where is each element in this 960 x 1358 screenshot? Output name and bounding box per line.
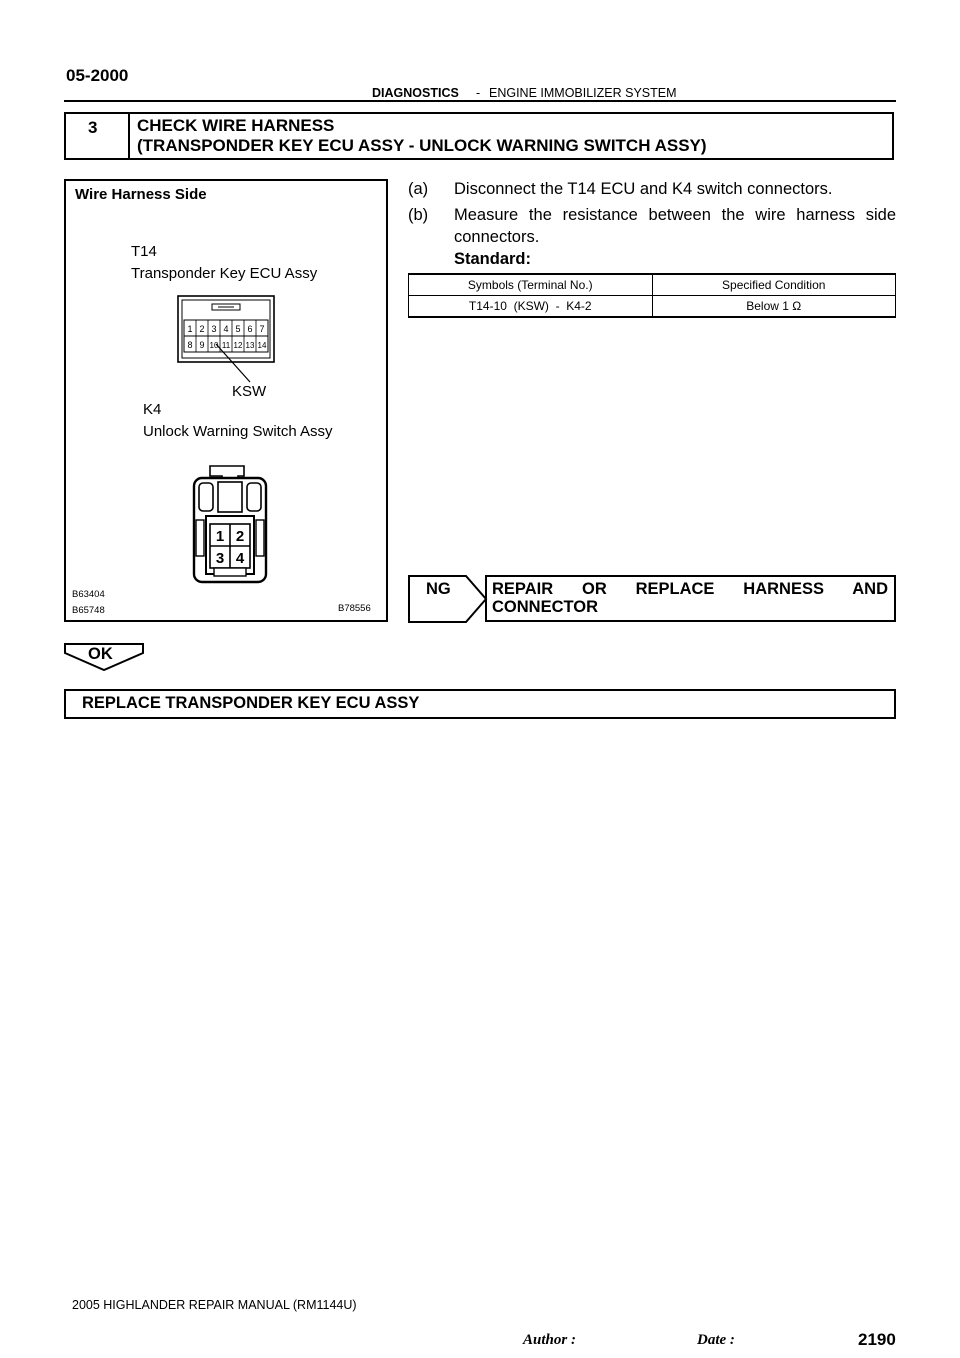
figure-ref-code: B63404 (72, 589, 105, 600)
step-title-line1: CHECK WIRE HARNESS (137, 116, 335, 135)
k4-pin-4: 4 (235, 550, 245, 567)
t14-pin-4: 4 (223, 324, 229, 334)
instruction-b-text: Measure the resistance between the wire harness side (454, 206, 896, 224)
t14-pin-7: 7 (259, 324, 265, 334)
t14-pin-8: 8 (187, 340, 193, 350)
t14-pin-3: 3 (211, 324, 217, 334)
t14-pin-5: 5 (235, 324, 241, 334)
ng-label: NG (426, 580, 451, 598)
t14-pin-9: 9 (199, 340, 205, 350)
ksw-leader-line (200, 330, 260, 386)
step-title-line2: (TRANSPONDER KEY ECU ASSY - UNLOCK WARNING SWITCH ASSY) (137, 136, 707, 155)
ok-label: OK (88, 645, 113, 663)
spec-table (408, 273, 896, 318)
instruction-b-label: (b) (408, 206, 429, 224)
t14-name: Transponder Key ECU Assy (131, 265, 318, 282)
header-subsection: ENGINE IMMOBILIZER SYSTEM (489, 86, 677, 100)
spec-cell-terminal: T14-10 (KSW) - K4-2 (409, 296, 653, 318)
t14-pin-12: 12 (233, 341, 243, 350)
step-divider (128, 112, 130, 160)
final-action-text: REPLACE TRANSPONDER KEY ECU ASSY (82, 694, 420, 712)
footer-author-label: Author : (523, 1332, 576, 1348)
header-divider (64, 100, 896, 102)
instruction-b-text-cont: connectors. (454, 228, 540, 246)
ng-action-line1: REPAIR OR REPLACE HARNESS AND (492, 580, 888, 598)
t14-pin-14: 14 (257, 341, 267, 350)
page-number: 2190 (858, 1330, 896, 1349)
figure-ref-code: B78556 (338, 603, 371, 614)
k4-pin-3: 3 (215, 550, 225, 567)
t14-pin-11: 11 (221, 341, 231, 350)
spec-table-header-row (409, 274, 896, 296)
k4-pin-2: 2 (235, 528, 245, 545)
instruction-a-text: Disconnect the T14 ECU and K4 switch connectors. (454, 180, 833, 198)
spec-header-symbols: Symbols (Terminal No.) (409, 274, 653, 296)
t14-code: T14 (131, 243, 157, 260)
k4-name: Unlock Warning Switch Assy (143, 423, 333, 440)
t14-pin-2: 2 (199, 324, 205, 334)
k4-code: K4 (143, 401, 162, 418)
spec-header-condition: Specified Condition (652, 274, 896, 296)
footer-manual-title: 2005 HIGHLANDER REPAIR MANUAL (RM1144U) (72, 1298, 357, 1312)
figure-heading: Wire Harness Side (75, 186, 207, 203)
k4-connector-diagram (188, 464, 272, 586)
table-row (409, 296, 896, 318)
page-code: 05-2000 (66, 66, 129, 85)
k4-pin-1: 1 (215, 528, 225, 545)
t14-pin-13: 13 (245, 341, 255, 350)
spec-cell-condition: Below 1 Ω (652, 296, 896, 318)
instruction-a-label: (a) (408, 180, 429, 198)
ng-action-line2: CONNECTOR (492, 598, 599, 616)
t14-pin-6: 6 (247, 324, 253, 334)
standard-label: Standard: (454, 250, 532, 268)
figure-ref-code: B65748 (72, 605, 105, 616)
ksw-label: KSW (232, 383, 267, 400)
header-section: DIAGNOSTICS (372, 86, 459, 100)
step-number: 3 (88, 118, 98, 137)
t14-pin-1: 1 (187, 324, 193, 334)
step-title (137, 116, 707, 156)
footer-date-label: Date : (697, 1332, 735, 1348)
t14-pin-10: 10 (209, 341, 219, 350)
header-dash: - (476, 86, 481, 100)
